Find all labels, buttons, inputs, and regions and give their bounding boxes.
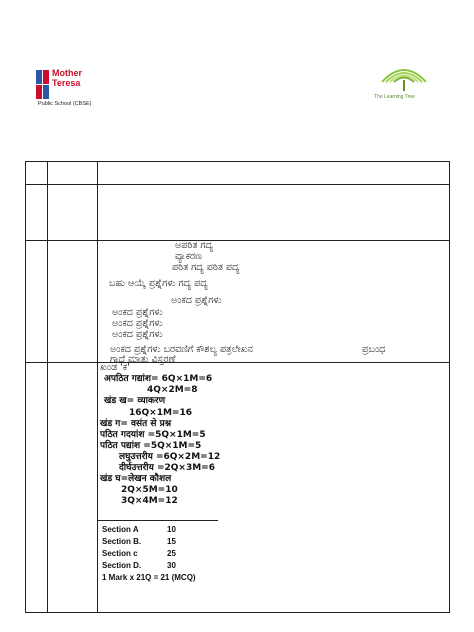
proverb-label: ಗಾದೆ ಮಾತು ವಿಸ್ತರಣೆ <box>110 354 176 365</box>
writing-skills-label: ಅಂಕದ ಪ್ರಶ್ನೆಗಳು ಬರವಣಿಗೆ ಕೌಶಲ್ಯ ಪತ್ರಲೇಖನ <box>110 344 253 355</box>
section-b-value: 15 <box>167 537 176 546</box>
school-name <box>52 68 82 88</box>
essay-label: ಪ್ರಬಂಧ <box>362 344 386 355</box>
marks-questions-4: ಅಂಕದ ಪ್ರಶ್ನೆಗಳು <box>112 329 163 340</box>
learning-tree-caption: The Learning Tree <box>374 94 415 100</box>
school-emblem-icon <box>36 70 50 100</box>
section-c-value: 25 <box>167 549 176 558</box>
marks-questions-3: ಅಂಕದ ಪ್ರಶ್ನೆಗಳು <box>112 318 163 329</box>
syllabus-table <box>25 161 450 613</box>
section-d-value: 30 <box>167 561 176 570</box>
learning-tree-logo <box>370 64 440 106</box>
mcq-label: ಬಹು ಆಯ್ಕೆ ಪ್ರಶ್ನೆಗಳು ಗದ್ಯ ಪದ್ಯ <box>109 278 208 289</box>
marks-questions-1: ಅಂಕದ ಪ್ರಶ್ನೆಗಳು <box>171 295 222 306</box>
section-d-label: Section D. <box>102 561 142 570</box>
grammar-label: ವ್ಯಾಕರಣ <box>175 251 202 262</box>
long-answer-marks: दीर्घउत्तरीय =2Q×3M=6 <box>119 463 215 473</box>
section-a-label: Section A <box>102 525 139 534</box>
unseen-passage-label: ಅಪಠಿತ ಗದ್ಯ <box>175 240 214 251</box>
unseen-passage-marks-2: 4Q×2M=8 <box>147 385 198 395</box>
mcq-footer: 1 Mark x 21Q = 21 (MCQ) <box>102 573 196 582</box>
marks-questions-2: ಅಂಕದ ಪ್ರಶ್ನೆಗಳು <box>112 307 163 318</box>
school-name-line2: Teresa <box>52 78 81 88</box>
prose-marks: पठित गदयांश =5Q×1M=5 <box>100 430 206 440</box>
tree-icon <box>378 64 430 94</box>
writing-marks-2: 3Q×4M=12 <box>121 496 178 506</box>
section-a-value: 10 <box>167 525 176 534</box>
section-b-label: Section B. <box>102 537 142 546</box>
sections-divider <box>98 520 218 521</box>
school-name-line1: Mother <box>52 68 82 78</box>
section-ka-heading: ಖಂಡ 'ಕ' <box>100 362 130 373</box>
grammar-section-heading: खंड ख= व्याकरण <box>104 396 166 406</box>
unseen-passage-marks: अपठित गद्यांश= 6Q×1M=6 <box>104 374 213 384</box>
short-answer-marks: लघुउत्तरीय =6Q×2M=12 <box>119 452 221 462</box>
school-subtitle: Public School (CBSE) <box>38 101 92 107</box>
writing-marks-1: 2Q×5M=10 <box>121 485 178 495</box>
school-logo <box>36 64 116 114</box>
section-ga-heading: खंड ग= वसंत से प्रश्न <box>100 419 172 429</box>
poem-marks: पठित पद्यांश =5Q×1M=5 <box>100 441 202 451</box>
section-c-label: Section c <box>102 549 138 558</box>
grammar-marks: 16Q×1M=16 <box>129 408 192 418</box>
prose-poem-label: ಪಠಿತ ಗದ್ಯ ಪಠಿತ ಪದ್ಯ <box>172 262 240 273</box>
writing-section-heading: खंड घ=लेखन कौशल <box>100 474 172 484</box>
